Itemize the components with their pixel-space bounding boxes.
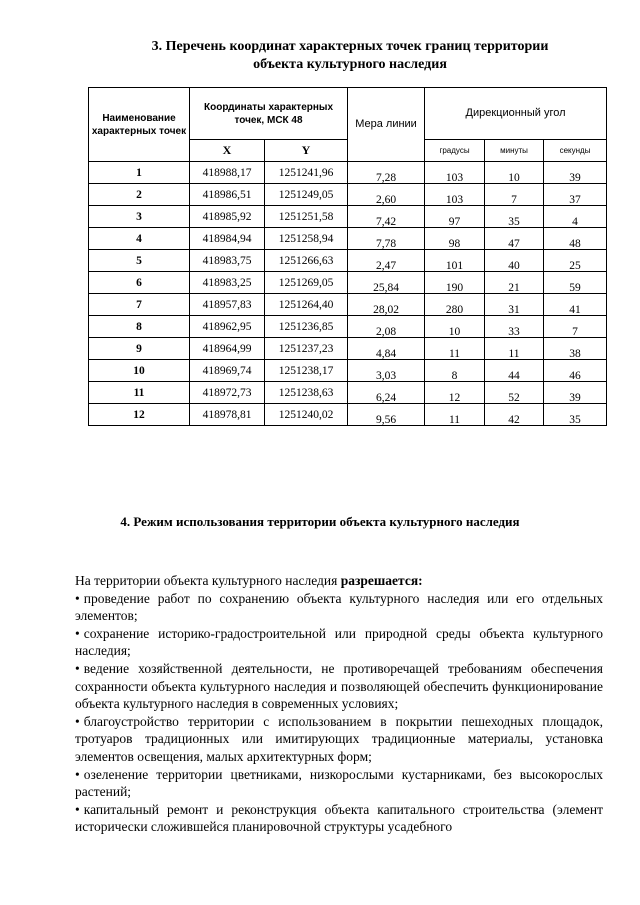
cell-x: 418969,74 [190,360,265,382]
cell-point-number: 11 [89,382,190,404]
cell-y: 1251238,63 [265,382,348,404]
cell-point-number: 8 [89,316,190,338]
cell-seconds [544,338,607,360]
list-item: • капитальный ремонт и реконструкция объекта капитального строительства (элемент исторически сложившейся планировочной структуры усадебного [75,801,603,836]
cell-seconds [544,316,607,338]
table-row [89,382,607,404]
cell-degrees-text: 101 [445,260,464,272]
cell-seconds-text: 37 [569,194,581,206]
cell-degrees-text: 103 [445,194,464,206]
cell-minutes-text: 52 [508,392,520,404]
table-row [89,338,607,360]
header-line-measure: Мера линии [348,88,425,162]
cell-minutes-text: 40 [508,260,520,272]
cell-line-measure-text: 7,28 [375,172,397,184]
header-point-name: Наименование характерных точек [89,88,190,162]
cell-seconds [544,184,607,206]
cell-x: 418988,17 [190,162,265,184]
cell-minutes-text: 7 [511,194,517,206]
cell-seconds [544,162,607,184]
cell-minutes [485,184,544,206]
coordinates-table [88,87,607,426]
cell-point-number: 12 [89,404,190,426]
cell-degrees-text: 97 [448,216,461,228]
cell-line-measure-text: 2,08 [375,326,397,338]
cell-line-measure-text: 9,56 [375,414,397,426]
cell-degrees-text: 12 [448,392,461,404]
cell-minutes-text: 35 [508,216,520,228]
cell-line-measure [348,360,425,382]
table-row [89,360,607,382]
cell-y: 1251266,63 [265,250,348,272]
cell-line-measure-text: 7,42 [375,216,397,228]
cell-minutes-text: 42 [508,414,520,426]
list-item: • сохранение историко-градостроительной или природной среды объекта культурного наследия; [75,625,603,660]
cell-line-measure-text: 6,24 [375,392,397,404]
list-item: • благоустройство территории с использованием в покрытии пешеходных площадок, тротуаров традиционных или имитирующих традиционные материалы, установка элементов освещения, малых архитектурных форм; [75,713,603,766]
cell-degrees [425,382,485,404]
header-x: X [190,140,265,162]
cell-seconds [544,360,607,382]
cell-x: 418983,75 [190,250,265,272]
cell-line-measure [348,206,425,228]
cell-seconds [544,382,607,404]
cell-point-number: 5 [89,250,190,272]
cell-line-measure [348,338,425,360]
cell-line-measure [348,294,425,316]
cell-line-measure-text: 2,60 [375,194,397,206]
cell-degrees-text: 8 [451,370,458,382]
header-minutes: минуты [485,140,544,162]
cell-seconds [544,250,607,272]
section-4-body [75,572,603,836]
cell-y: 1251240,02 [265,404,348,426]
cell-line-measure [348,272,425,294]
cell-degrees-text: 10 [448,326,461,338]
cell-degrees [425,360,485,382]
cell-y: 1251238,17 [265,360,348,382]
cell-minutes [485,316,544,338]
cell-degrees [425,404,485,426]
cell-minutes [485,272,544,294]
cell-degrees [425,338,485,360]
cell-seconds-text: 35 [569,414,581,426]
cell-minutes [485,404,544,426]
cell-y: 1251236,85 [265,316,348,338]
list-item: • озеленение территории цветниками, низкорослыми кустарниками, без высокорослых растений; [75,766,603,801]
cell-point-number: 4 [89,228,190,250]
cell-line-measure-text: 2,47 [375,260,397,272]
cell-minutes-text: 11 [508,348,520,360]
cell-line-measure [348,184,425,206]
header-seconds: секунды [544,140,607,162]
cell-line-measure [348,228,425,250]
cell-x: 418964,99 [190,338,265,360]
cell-seconds-text: 38 [569,348,581,360]
cell-degrees [425,184,485,206]
header-y: Y [265,140,348,162]
cell-degrees [425,228,485,250]
cell-degrees [425,272,485,294]
cell-y: 1251264,40 [265,294,348,316]
cell-line-measure-text: 28,02 [373,304,399,316]
cell-seconds-text: 39 [569,392,581,404]
cell-degrees [425,316,485,338]
cell-x: 418972,73 [190,382,265,404]
cell-minutes [485,360,544,382]
cell-seconds [544,228,607,250]
cell-x: 418962,95 [190,316,265,338]
cell-point-number: 10 [89,360,190,382]
cell-minutes-text: 44 [508,370,520,382]
cell-minutes-text: 31 [508,304,520,316]
table-row [89,250,607,272]
cell-y: 1251237,23 [265,338,348,360]
section-3-heading-line-1: 3. Перечень координат характерных точек границ территории [151,39,549,54]
cell-seconds-text: 48 [569,238,581,250]
header-direction-angle: Дирекционный угол [425,88,607,140]
cell-point-number: 3 [89,206,190,228]
cell-degrees-text: 103 [445,172,464,184]
cell-seconds [544,404,607,426]
cell-minutes [485,206,544,228]
cell-seconds-text: 41 [569,304,581,316]
section-3-heading [90,38,610,74]
section-3-heading-line-2: объекта культурного наследия [253,57,447,72]
cell-line-measure [348,382,425,404]
cell-degrees-text: 280 [445,304,464,316]
cell-minutes [485,228,544,250]
table-row [89,162,607,184]
cell-degrees [425,294,485,316]
cell-seconds-text: 39 [569,172,581,184]
cell-point-number: 1 [89,162,190,184]
cell-line-measure [348,162,425,184]
table-row [89,294,607,316]
cell-seconds [544,294,607,316]
cell-minutes [485,250,544,272]
section-4-heading: 4. Режим использования территории объекта культурного наследия [120,514,520,529]
cell-seconds [544,206,607,228]
permitted-activities-list [75,590,603,836]
cell-x: 418985,92 [190,206,265,228]
table-row [89,228,607,250]
cell-degrees [425,162,485,184]
cell-line-measure-text: 25,84 [373,282,399,294]
cell-degrees [425,250,485,272]
cell-line-measure-text: 4,84 [375,348,397,360]
cell-y: 1251241,96 [265,162,348,184]
cell-point-number: 2 [89,184,190,206]
cell-line-measure-text: 7,78 [375,238,397,250]
cell-y: 1251269,05 [265,272,348,294]
list-item: • ведение хозяйственной деятельности, не противоречащей требованиям обеспечения сохранности объекта культурного наследия и позволяющей обеспечить функционирование объекта культурного наследия в современных условиях; [75,660,603,713]
table-row [89,206,607,228]
cell-degrees [425,206,485,228]
cell-seconds [544,272,607,294]
cell-point-number: 7 [89,294,190,316]
cell-minutes-text: 33 [508,326,520,338]
cell-line-measure [348,404,425,426]
intro-paragraph [75,572,603,590]
cell-y: 1251258,94 [265,228,348,250]
cell-minutes [485,338,544,360]
cell-minutes-text: 47 [508,238,520,250]
cell-seconds-text: 25 [569,260,581,272]
cell-line-measure [348,316,425,338]
cell-minutes-text: 21 [508,282,520,294]
cell-seconds-text: 4 [572,216,578,228]
list-item: • проведение работ по сохранению объекта культурного наследия или его отдельных элементов; [75,590,603,625]
cell-x: 418983,25 [190,272,265,294]
coordinates-table-body [89,162,607,426]
cell-line-measure [348,250,425,272]
cell-degrees-text: 98 [448,238,461,250]
cell-minutes [485,382,544,404]
cell-point-number: 9 [89,338,190,360]
table-row [89,404,607,426]
cell-degrees-text: 11 [448,414,461,426]
cell-x: 418978,81 [190,404,265,426]
cell-seconds-text: 7 [572,326,578,338]
table-row [89,272,607,294]
cell-point-number: 6 [89,272,190,294]
cell-y: 1251251,58 [265,206,348,228]
cell-seconds-text: 46 [569,370,581,382]
cell-minutes [485,162,544,184]
cell-minutes-text: 10 [508,172,520,184]
cell-minutes [485,294,544,316]
table-row [89,184,607,206]
header-coordinates: Координаты характерных точек, МСК 48 [190,88,348,140]
cell-x: 418957,83 [190,294,265,316]
header-degrees: градусы [425,140,485,162]
intro-text: На территории объекта культурного наследия [75,573,338,588]
table-row [89,316,607,338]
cell-x: 418986,51 [190,184,265,206]
cell-y: 1251249,05 [265,184,348,206]
cell-degrees-text: 190 [445,282,464,294]
cell-x: 418984,94 [190,228,265,250]
cell-seconds-text: 59 [569,282,581,294]
intro-bold-text: разрешается: [340,573,423,588]
cell-degrees-text: 11 [448,348,461,360]
cell-line-measure-text: 3,03 [375,370,397,382]
